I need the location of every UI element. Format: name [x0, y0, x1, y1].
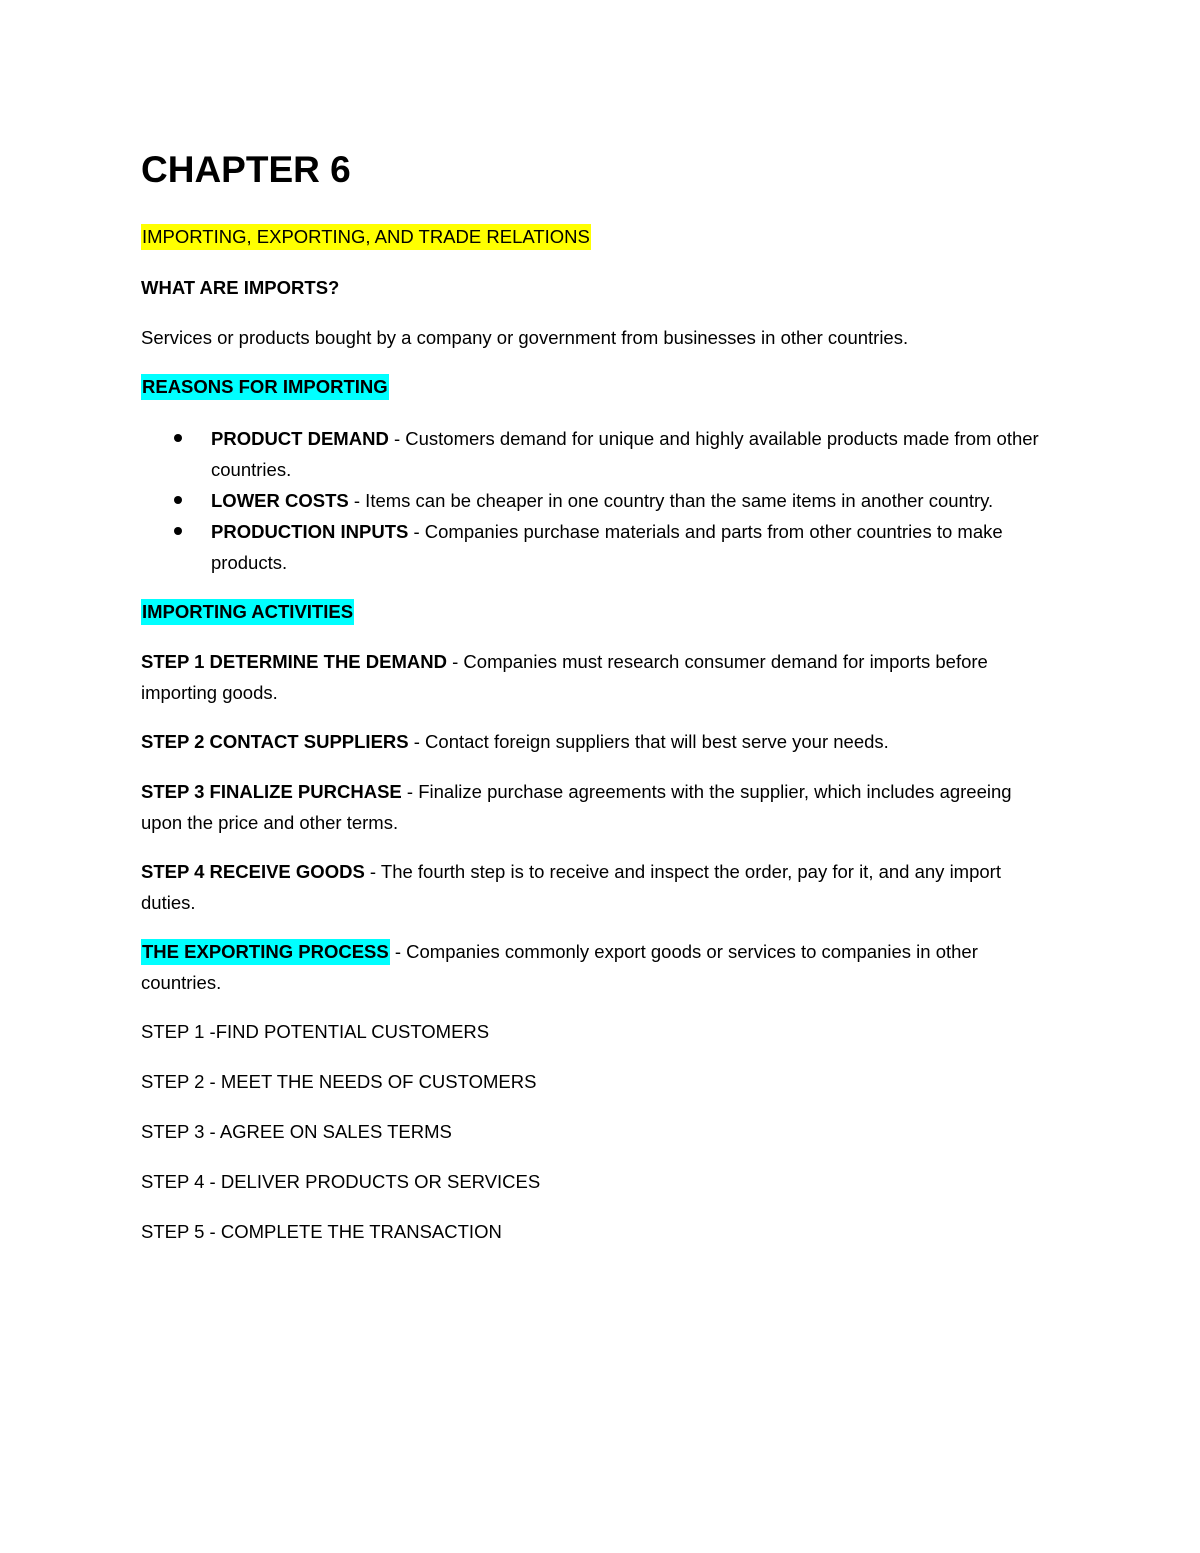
activities-heading: IMPORTING ACTIVITIES	[141, 599, 354, 625]
bullet-icon	[174, 527, 182, 535]
list-item	[141, 423, 1051, 485]
chapter-title: CHAPTER 6	[141, 149, 351, 190]
exporting-heading: THE EXPORTING PROCESS	[141, 939, 390, 965]
export-step: STEP 5 - COMPLETE THE TRANSACTION	[141, 1221, 502, 1242]
reason-term: LOWER COSTS	[211, 490, 349, 511]
reasons-heading: REASONS FOR IMPORTING	[141, 374, 389, 400]
imports-definition: Services or products bought by a company or government from businesses in other countries.	[141, 327, 909, 348]
activity-step	[141, 726, 1051, 757]
exporting-process	[141, 936, 1051, 998]
reasons-list	[141, 423, 1051, 578]
step-text: - The fourth step is to receive and inspect the order, pay for it, and any import duties.	[141, 861, 1001, 913]
reasons-heading-line	[141, 371, 389, 402]
step-term: STEP 4 RECEIVE GOODS	[141, 861, 365, 882]
step-term: STEP 2 CONTACT SUPPLIERS	[141, 731, 409, 752]
step-text: - Finalize purchase agreements with the supplier, which includes agreeing upon the price and other terms.	[141, 781, 1012, 833]
activity-step	[141, 776, 1051, 838]
reason-text: - Items can be cheaper in one country than the same items in another country.	[348, 490, 994, 511]
step-term: STEP 1 DETERMINE THE DEMAND	[141, 651, 447, 672]
reason-text: - Customers demand for unique and highly available products made from other countries.	[211, 428, 1039, 480]
export-step: STEP 1 -FIND POTENTIAL CUSTOMERS	[141, 1021, 490, 1042]
reason-term: PRODUCT DEMAND	[211, 428, 389, 449]
export-step: STEP 2 - MEET THE NEEDS OF CUSTOMERS	[141, 1071, 537, 1092]
imports-question: WHAT ARE IMPORTS?	[141, 277, 340, 298]
section-heading: IMPORTING, EXPORTING, AND TRADE RELATIONS	[141, 224, 591, 250]
step-text: - Contact foreign suppliers that will best serve your needs.	[408, 731, 889, 752]
activity-step	[141, 856, 1051, 918]
exporting-description: - Companies commonly export goods or services to companies in other countries.	[141, 941, 978, 993]
list-item	[141, 485, 1051, 516]
reason-term: PRODUCTION INPUTS	[211, 521, 409, 542]
activity-step	[141, 646, 1051, 708]
activities-heading-line	[141, 596, 354, 627]
bullet-icon	[174, 496, 182, 504]
bullet-icon	[174, 434, 182, 442]
export-step: STEP 4 - DELIVER PRODUCTS OR SERVICES	[141, 1171, 541, 1192]
step-term: STEP 3 FINALIZE PURCHASE	[141, 781, 402, 802]
list-item	[141, 516, 1051, 578]
export-step: STEP 3 - AGREE ON SALES TERMS	[141, 1121, 452, 1142]
section-heading-line	[141, 221, 591, 252]
reason-text: - Companies purchase materials and parts from other countries to make products.	[211, 521, 1003, 573]
step-text: - Companies must research consumer demand for imports before importing goods.	[141, 651, 988, 703]
